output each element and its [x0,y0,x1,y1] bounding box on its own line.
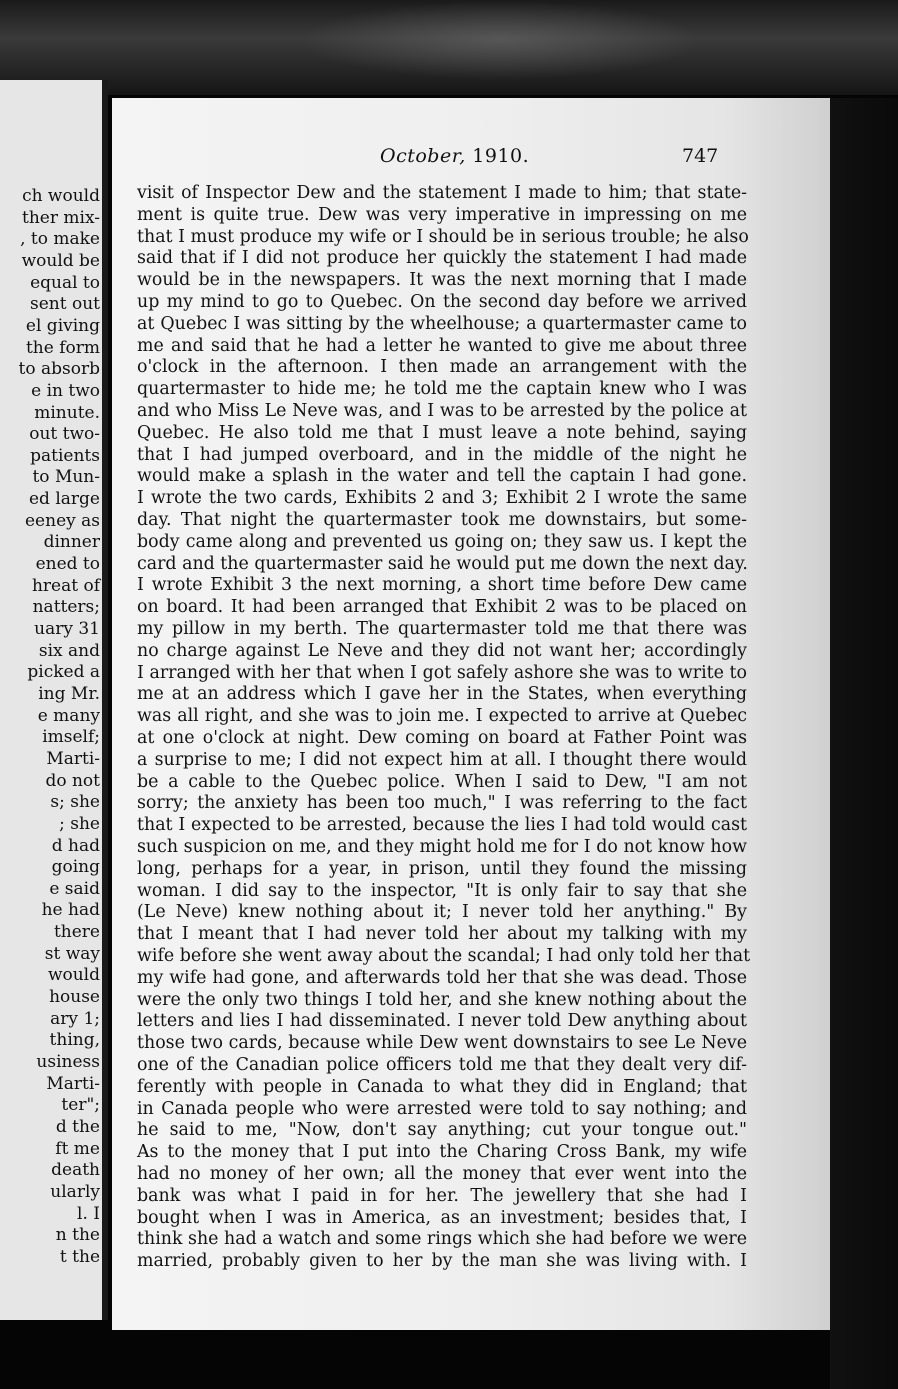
body-text-line: on board. It had been arranged that Exhibit 2 was to be placed on [137,597,747,618]
facing-page-line: picked a [27,662,100,683]
body-text-line: at Quebec I was sitting by the wheelhouse; a quartermaster came to [137,313,747,334]
facing-page-line: ter"; [61,1095,100,1116]
facing-page-line: ft me [55,1138,100,1159]
facing-page-line: e many [37,705,100,726]
facing-page-line: dinner [43,532,100,553]
body-text-line: one of the Canadian police officers told me that they dealt very dif- [137,1055,747,1075]
body-text-line: was all right, and she was to join me. I expected to arrive at Quebec [137,706,747,727]
body-text-line: ferently with people in Canada to what they did in England; that [137,1076,747,1097]
facing-page-line: six and [38,640,100,661]
facing-page-line: to absorb [18,359,100,380]
body-text-line: that I meant that I had never told her about my talking with my [137,924,747,945]
body-text-line: long, perhaps for a year, in prison, until they found the missing [137,858,747,879]
body-text-line: my pillow in my berth. The quartermaster told me that there was [137,619,747,639]
body-text-line: bank was what I paid in for her. The jewellery that she had I [137,1185,747,1206]
facing-page-line: thing, [49,1030,100,1051]
facing-page-line: l. I [77,1203,100,1224]
body-text-line: my wife had gone, and afterwards told her that she was dead. Those [137,967,747,988]
body-text-line: those two cards, because while Dew went downstairs to see Le Neve [137,1033,747,1054]
book-page [112,98,832,1330]
page-number: 747 [682,145,719,167]
facing-page-line: ularly [50,1181,100,1202]
facing-page-line: ; she [59,813,100,834]
body-text-line: would make a splash in the water and tell the captain I had gone. [137,466,747,487]
body-text-line: quartermaster to hide me; he told me the captain knew who I was [137,379,747,400]
body-text-line: that I must produce my wife or I should be in serious trouble; he also [137,226,749,247]
body-text-line: that I expected to be arrested, because the lies I had told would cast [137,815,747,836]
facing-page-line: , to make [20,229,100,250]
body-text-line: that I had jumped overboard, and in the middle of the night he [137,444,747,465]
body-text-line: were the only two things I told her, and she knew nothing about the [137,989,747,1010]
body-text-line: day. That night the quartermaster took me downstairs, but some- [137,510,747,530]
facing-page-line: the form [25,337,100,358]
body-text-line: visit of Inspector Dew and the statement I made to him; that state- [137,183,747,203]
facing-page-line: sent out [30,294,100,315]
facing-page-line: would [47,965,100,986]
facing-page-line: t the [59,1246,100,1267]
facing-page-line: n the [55,1225,100,1246]
body-text-line: had no money of her own; all the money that ever went into the [137,1164,747,1184]
body-text-line: As to the money that I put into the Charing Cross Bank, my wife [137,1142,747,1163]
body-text-line: in Canada people who were arrested were told to say nothing; and [137,1098,747,1119]
body-text-line: such suspicion on me, and they might hold me for I do not know how [137,837,747,857]
scan-top-border [0,0,898,95]
facing-page-line: ed large [29,489,100,510]
body-text-line: letters and lies I had disseminated. I never told Dew anything about [137,1011,747,1032]
body-text-line: he said to me, "Now, don't say anything; cut your tongue out." [137,1120,747,1141]
facing-page-line: uary 31 [34,619,100,639]
facing-page-edge [0,80,108,1320]
header-month: October, [380,145,466,167]
body-text-line: and who Miss Le Neve was, and I was to be arrested by the police at [137,401,747,421]
body-text-line: a surprise to me; I did not expect him at all. I thought there would [137,749,747,770]
facing-page-line: s; she [50,792,100,813]
facing-page-line: house [49,987,100,1008]
facing-page-line: natters; [32,597,100,618]
facing-page-line: ther mix- [22,207,100,228]
body-text-line: I wrote the two cards, Exhibits 2 and 3; Exhibit 2 I wrote the same [137,488,747,509]
facing-page-line: to Mun- [32,467,100,488]
facing-page-line: Marti- [46,1073,100,1094]
facing-page-line: patients [30,445,100,466]
running-header [112,145,832,171]
body-text-line: bought when I was in America, as an investment; besides that, I [137,1207,747,1228]
facing-page-line: eeney as [25,510,100,531]
body-text-line: Quebec. He also told me that I must leave a note behind, saying [137,422,747,443]
facing-page-line: there [53,922,100,943]
facing-page-line: el giving [25,315,100,336]
body-text-line: body came along and prevented us going on; they saw us. I kept the [137,531,747,552]
facing-page-line: hreat of [31,575,100,596]
body-text-line: be a cable to the Quebec police. When I said to Dew, "I am not [137,771,747,792]
facing-page-line: going [51,857,100,878]
body-text-line: o'clock in the afternoon. I then made an arrangement with the [137,357,747,378]
scan-right-border [830,98,898,1389]
body-text-line: would be in the newspapers. It was the next morning that I made [137,270,747,291]
facing-page-line: he had [41,900,100,921]
body-text-line: married, probably given to her by the man she was living with. I [137,1251,747,1272]
header-date [380,145,529,167]
facing-page-line: Marti- [46,748,100,769]
facing-page-line: imself; [42,727,100,748]
body-text-line: card and the quartermaster said he would put me down the next day. [137,553,748,574]
facing-page-line: would be [21,250,100,271]
body-text-line: I wrote Exhibit 3 the next morning, a short time before Dew came [137,575,747,596]
facing-page-line: ary 1; [50,1008,100,1029]
facing-page-line: minute. [34,402,100,423]
facing-page-line: ch would [22,186,100,206]
facing-page-line: e in two [31,380,100,401]
facing-page-line: usiness [36,1052,100,1072]
body-text-line: (Le Neve) knew nothing about it; I never told her anything." By [137,902,747,923]
header-year: 1910. [472,145,530,167]
facing-page-line: do not [45,770,100,791]
facing-page-line: ing Mr. [38,683,100,704]
facing-page-line: death [51,1160,100,1181]
body-text-line: I arranged with her that when I got safely ashore she was to write to [137,662,747,683]
facing-page-line: d had [51,835,100,856]
body-text-line: up my mind to go to Quebec. On the second day before we arrived [137,292,747,312]
facing-page-line: ened to [35,554,100,575]
body-text-line: sorry; the anxiety has been too much," I was referring to the fact [137,793,747,814]
body-text-line: said that if I did not produce her quickly the statement I had made [137,248,747,269]
facing-page-line: st way [44,943,100,964]
body-text-line: me and said that he had a letter he wanted to give me about three [137,335,747,356]
body-text-line: think she had a watch and some rings which she had before we were [137,1229,747,1250]
body-text-line: woman. I did say to the inspector, "It is only fair to say that she [137,880,747,901]
facing-page-line: e said [49,878,100,899]
body-text-line: wife before she went away about the scandal; I had only told her that [137,946,751,966]
facing-page-line: out two- [29,424,100,445]
facing-page-line: equal to [30,272,100,293]
facing-page-line: d the [55,1116,100,1137]
body-text-line: ment is quite true. Dew was very imperative in impressing on me [137,204,747,225]
body-text-line: me at an address which I gave her in the States, when everything [137,684,747,705]
body-text-line: no charge against Le Neve and they did not want her; accordingly [137,640,747,661]
body-text-line: at one o'clock at night. Dew coming on board at Father Point was [137,728,747,748]
